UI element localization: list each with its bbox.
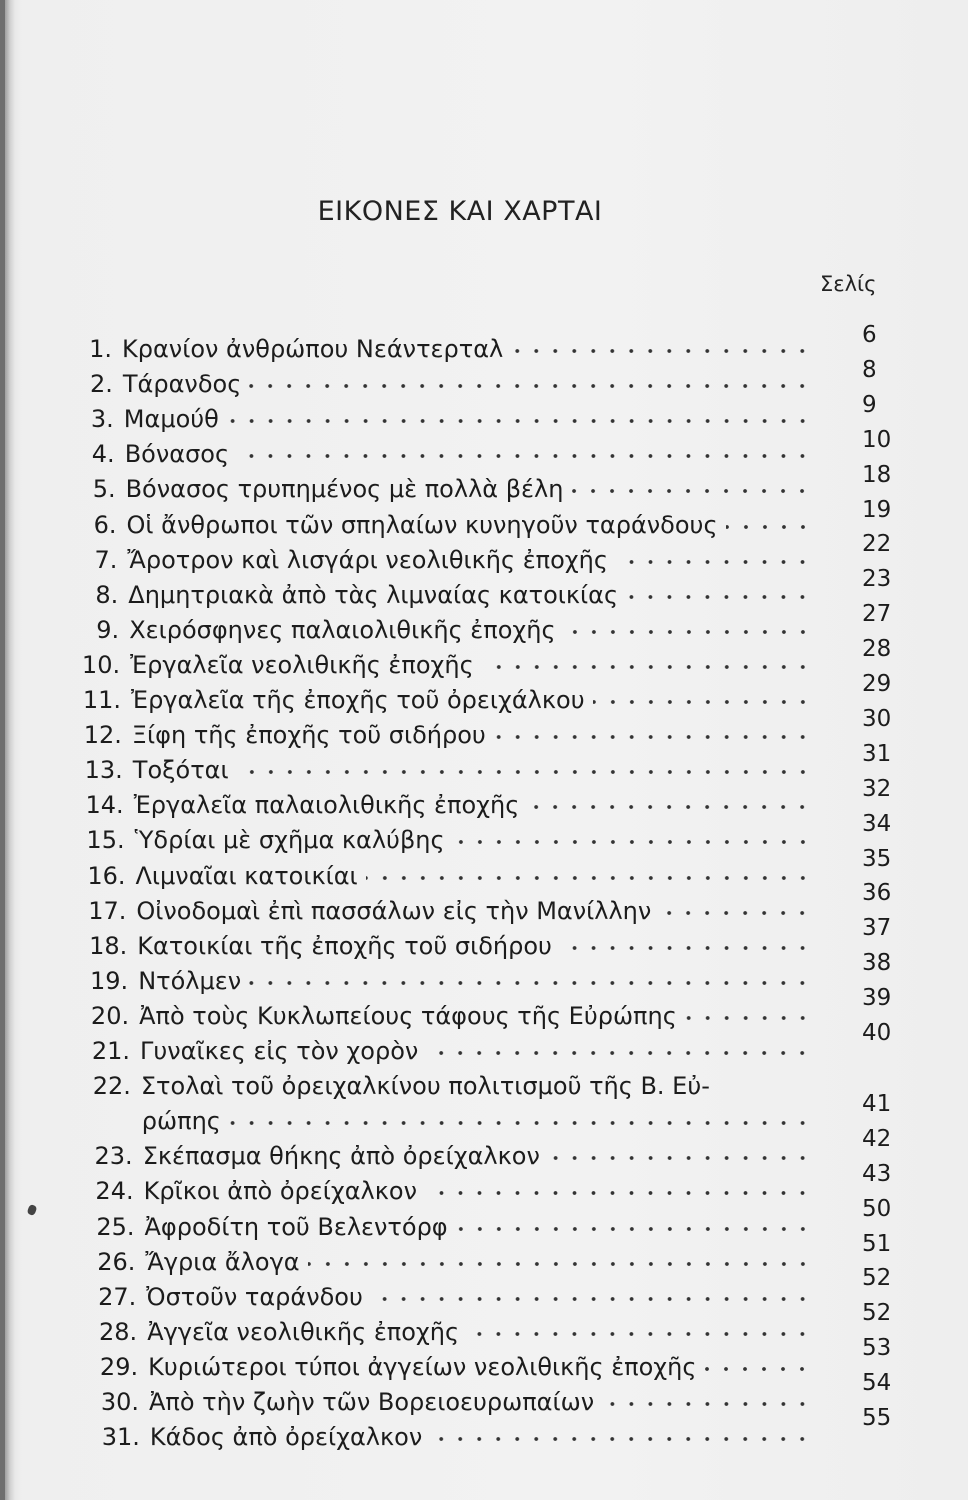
- entry-page-number: 31: [862, 740, 892, 767]
- leader-dots: [527, 802, 812, 812]
- entry-number: 13.: [84, 756, 123, 785]
- leader-dots: [366, 873, 812, 883]
- leader-dots: [426, 1048, 812, 1058]
- entry-title: Ἄγρια ἄλογα: [145, 1247, 300, 1276]
- entry-title: Κατοικίαι τῆς ἐποχῆς τοῦ σιδήρου: [137, 931, 552, 960]
- entry-title: Ἀπὸ τοὺς Κυκλωπείους τάφους τῆς Εὐρώπης: [139, 1001, 677, 1030]
- leader-dots: [571, 486, 812, 496]
- entry-title: Οἱ ἄνθρωποι τῶν σπηλαίων κυνηγοῦν ταράνδους: [126, 510, 718, 539]
- entry-number: 19.: [90, 966, 129, 995]
- entry-title: Ἐργαλεῖα νεολιθικῆς ἐποχῆς: [130, 650, 474, 679]
- leader-dots: [229, 1118, 812, 1128]
- entry-page-number: 34: [862, 810, 892, 837]
- entry-page-number: 50: [862, 1195, 892, 1222]
- entry-page-number: 52: [862, 1265, 892, 1292]
- entry-title: Μαμούθ: [123, 405, 219, 434]
- entry-page-number: 22: [862, 531, 892, 558]
- entry-title: Τοξόται: [132, 756, 229, 785]
- entry-title: Ἀγγεῖα νεολιθικῆς ἐποχῆς: [147, 1317, 460, 1346]
- entry-page-number: 55: [862, 1405, 892, 1431]
- entry-title: Ἐργαλεῖα παλαιολιθικῆς ἐποχῆς: [133, 791, 520, 820]
- leader-dots: [425, 1188, 812, 1198]
- entry-number: 5.: [92, 475, 116, 504]
- entry-page-number: 39: [862, 985, 892, 1012]
- leader-dots: [482, 662, 812, 672]
- entry-number: 25.: [96, 1212, 135, 1241]
- entry-title: Ἀπὸ τὴν ζωὴν τῶν Βορειοευρωπαίων: [149, 1388, 595, 1416]
- entry-title: Τάρανδος: [122, 370, 242, 399]
- entry-number: 6.: [93, 510, 117, 539]
- entry-page-number: 43: [862, 1160, 892, 1187]
- entry-number: 15.: [86, 826, 125, 855]
- entry-number: 29.: [99, 1352, 139, 1381]
- entry-number: 3.: [90, 405, 114, 434]
- entry-number: 22.: [92, 1072, 131, 1101]
- entry-title: Βόνασος τρυπημένος μὲ πολλὰ βέλη: [125, 475, 564, 504]
- entry-title: Στολαὶ τοῦ ὀρειχαλκίνου πολιτισμοῦ τῆς Β. Εὐ-: [140, 1072, 710, 1101]
- entry-number: 23.: [94, 1142, 133, 1171]
- entry-page-number: 6: [862, 322, 877, 348]
- leader-dots: [685, 1013, 812, 1023]
- leader-dots: [548, 1153, 812, 1163]
- entry-page-number: 38: [862, 950, 892, 977]
- leader-dots: [659, 908, 812, 918]
- entry-page-number: 54: [862, 1370, 892, 1397]
- entry-number: 2.: [89, 370, 113, 399]
- leader-dots: [511, 346, 812, 356]
- entry-page-number: 19: [862, 496, 892, 523]
- entry-number: 31.: [101, 1423, 140, 1452]
- entry-number: 8.: [95, 580, 119, 609]
- leader-dots: [560, 943, 812, 953]
- entry-page-number: 52: [862, 1300, 892, 1327]
- entry-page-number: 18: [862, 461, 892, 488]
- entry-title: Ντόλμεν: [138, 966, 242, 995]
- entry-number: 30.: [100, 1388, 139, 1416]
- entry-page-number: 8: [862, 356, 877, 383]
- entry-title: Οἰνοδομαὶ ἐπὶ πασσάλων εἰς τὴν Μανίλλην: [136, 896, 652, 925]
- entry-number: 7.: [94, 545, 118, 574]
- leader-dots: [593, 697, 812, 707]
- entry-number: 10.: [81, 650, 121, 679]
- leader-dots: [249, 978, 812, 988]
- leader-dots: [308, 1259, 812, 1269]
- entry-number: 9.: [96, 615, 120, 644]
- entry-number: 26.: [97, 1247, 136, 1276]
- entry-page-number: 29: [862, 671, 892, 697]
- entry-page-number: 9: [862, 391, 877, 418]
- entry-number: 4.: [91, 440, 115, 469]
- entry-number: 24.: [95, 1177, 134, 1206]
- leader-dots: [704, 1364, 812, 1374]
- page-title: ΕΙΚΟΝΕΣ ΚΑΙ ΧΑΡΤΑΙ: [317, 196, 603, 227]
- entry-number: 28.: [99, 1317, 138, 1346]
- entry-page-number: 36: [862, 880, 892, 907]
- leader-dots: [564, 627, 812, 637]
- leader-dots: [602, 1399, 812, 1409]
- entry-page-number: 53: [862, 1335, 892, 1362]
- entry-title: Χειρόσφηνες παλαιολιθικῆς ἐποχῆς: [129, 615, 556, 644]
- entry-page-number: 41: [862, 1090, 892, 1117]
- entry-number: 16.: [87, 861, 126, 890]
- entry-number: 21.: [91, 1037, 130, 1065]
- leader-dots: [456, 1224, 812, 1234]
- leader-dots: [616, 557, 812, 567]
- entry-title: Κυριώτεροι τύποι ἀγγείων νεολιθικῆς ἐποχῆς: [148, 1352, 697, 1381]
- entry-title: Κάδος ἀπὸ ὀρείχαλκον: [149, 1423, 423, 1452]
- entry-page-number: 10: [862, 426, 892, 453]
- entry-page-number: 51: [862, 1230, 892, 1257]
- entry-title: Λιμναῖαι κατοικίαι: [135, 861, 358, 890]
- leader-dots: [227, 416, 812, 426]
- page-column-label: Σελίς: [820, 272, 877, 296]
- leader-dots: [430, 1434, 812, 1444]
- entry-title: Κρανίον ἀνθρώπου Νεάντερταλ: [122, 335, 504, 363]
- entry-number: 12.: [83, 721, 122, 750]
- leader-dots: [494, 732, 812, 742]
- entry-page-number: 30: [862, 705, 892, 732]
- entry-title: Βόνασος: [124, 440, 230, 469]
- entry-page-number: 35: [862, 845, 892, 872]
- leader-dots: [237, 767, 812, 777]
- entry-number: 1.: [89, 335, 112, 363]
- entry-page-number: 42: [862, 1125, 892, 1152]
- entry-title: Ὀστοῦν ταράνδου: [146, 1282, 363, 1311]
- entry-title: Κρῖκοι ἀπὸ ὀρείχαλκον: [143, 1177, 417, 1206]
- entry-number: 17.: [88, 896, 127, 925]
- entry-page-number: 37: [862, 915, 892, 942]
- entry-title: Δημητριακὰ ἀπὸ τὰς λιμναίας κατοικίας: [128, 580, 619, 609]
- entry-number: 14.: [85, 791, 124, 820]
- entry-title: Ἄροτρον καὶ λισγάρι νεολιθικῆς ἐποχῆς: [127, 545, 608, 574]
- leader-dots: [626, 592, 812, 602]
- entry-number: 18.: [89, 931, 128, 960]
- entry-title: Ξίφη τῆς ἐποχῆς τοῦ σιδήρου: [131, 721, 486, 750]
- toc-entry: [69, 508, 813, 542]
- entry-page-number: 28: [862, 636, 892, 663]
- leader-dots: [237, 451, 812, 461]
- entry-page-number: 40: [862, 1020, 892, 1046]
- leader-dots: [467, 1329, 812, 1339]
- entry-number: 27.: [98, 1282, 137, 1311]
- entry-number: 11.: [82, 686, 121, 714]
- toc-entry: [83, 1069, 812, 1103]
- leader-dots: [453, 837, 812, 847]
- entry-title: Ὑδρίαι μὲ σχῆμα καλύβης: [134, 826, 445, 855]
- entry-title-continuation: ρώπης: [141, 1107, 221, 1136]
- entry-title: Γυναῖκες εἰς τὸν χορὸν: [140, 1037, 419, 1065]
- leader-dots: [249, 381, 812, 391]
- leader-dots: [726, 522, 812, 532]
- leader-dots: [371, 1294, 812, 1304]
- entry-page-number: 32: [862, 775, 892, 802]
- entry-page-number: 27: [862, 601, 892, 628]
- entry-title: Ἐργαλεῖα τῆς ἐποχῆς τοῦ ὀρειχάλκου: [131, 686, 585, 714]
- entry-number: 20.: [90, 1001, 130, 1030]
- entry-page-number: 23: [862, 566, 892, 593]
- entry-title: Ἀφροδίτη τοῦ Βελεντόρφ: [144, 1212, 448, 1241]
- entry-title: Σκέπασμα θήκης ἀπὸ ὀρείχαλκον: [142, 1142, 540, 1171]
